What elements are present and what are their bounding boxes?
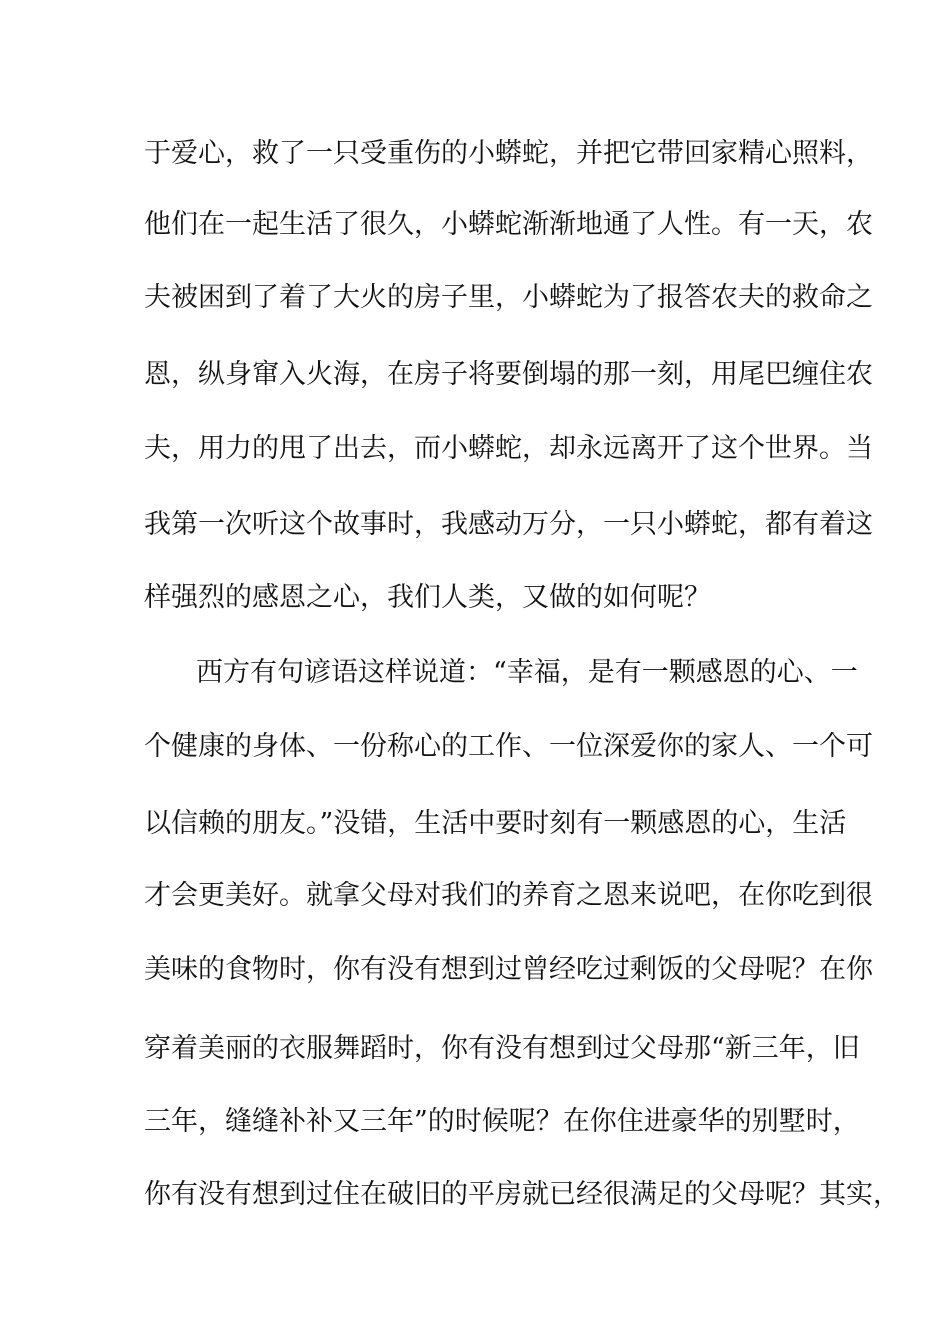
text-line: 夫被困到了着了大火的房子里，小蟒蛇为了报答农夫的救命之 <box>144 282 873 313</box>
text-line: 美味的食物时，你有没有想到过曾经吃过剩饭的父母呢？在你 <box>144 954 873 985</box>
text-line: 于爱心，救了一只受重伤的小蟒蛇，并把它带回家精心照料， <box>144 138 873 169</box>
text-line: 三年，缝缝补补又三年”的时候呢？在你住进豪华的别墅时， <box>144 1106 860 1137</box>
text-line: 他们在一起生活了很久，小蟒蛇渐渐地通了人性。有一天，农 <box>144 209 873 240</box>
text-line: 恩，纵身窜入火海，在房子将要倒塌的那一刻，用尾巴缠住农 <box>144 359 873 390</box>
text-line: 样强烈的感恩之心，我们人类，又做的如何呢？ <box>144 582 711 613</box>
text-line: 夫，用力的甩了出去，而小蟒蛇，却永远离开了这个世界。当 <box>144 433 873 464</box>
text-line: 西方有句谚语这样说道：“幸福，是有一颗感恩的心、一 <box>196 657 858 688</box>
text-line: 我第一次听这个故事时，我感动万分，一只小蟒蛇，都有着这 <box>144 509 873 540</box>
text-line: 穿着美丽的衣服舞蹈时，你有没有想到过父母那“新三年，旧 <box>144 1033 860 1064</box>
text-line: 以信赖的朋友。”没错，生活中要时刻有一颗感恩的心，生活 <box>144 808 847 839</box>
text-line: 才会更美好。就拿父母对我们的养育之恩来说吧，在你吃到很 <box>144 880 873 911</box>
text-line: 个健康的身体、一份称心的工作、一位深爱你的家人、一个可 <box>144 731 873 762</box>
text-line: 你有没有想到过住在破旧的平房就已经很满足的父母呢？其实， <box>144 1179 900 1210</box>
